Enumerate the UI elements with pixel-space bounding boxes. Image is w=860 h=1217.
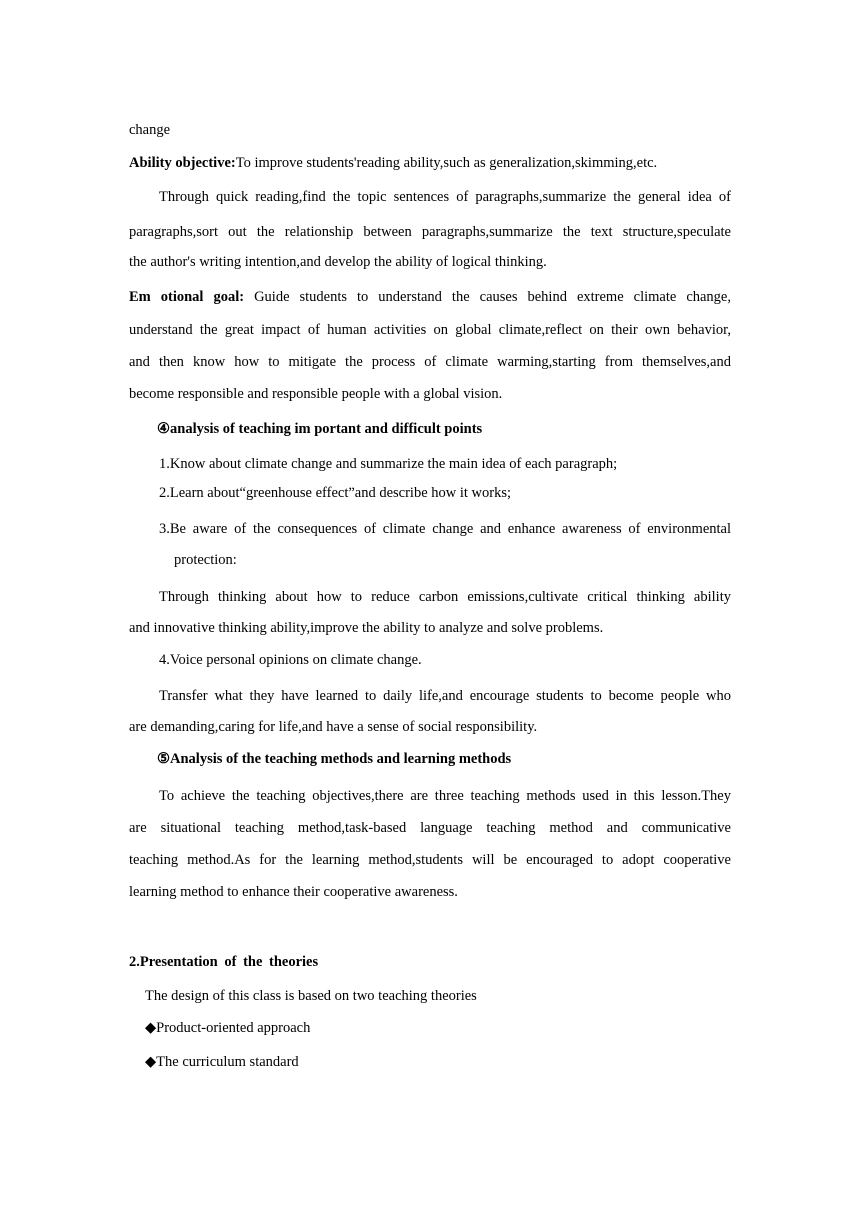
- text-line: and innovative thinking ability,improve the ability to analyze and solve problems.: [129, 620, 604, 636]
- bullet-item: ◆The curriculum standard: [145, 1054, 299, 1070]
- text-line: teaching method.As for the learning method,students will be encouraged to adopt cooperative: [129, 852, 731, 868]
- emotional-goal-label: Em otional goal:: [129, 289, 245, 305]
- text-line: To achieve the teaching objectives,there are three teaching methods used in this lesson.They: [159, 788, 731, 804]
- text-line: understand the great impact of human activities on global climate,reflect on their own behavior,: [129, 322, 731, 338]
- text-line: and then know how to mitigate the process of climate warming,starting from themselves,and: [129, 354, 731, 370]
- ability-objective-line: [129, 154, 657, 172]
- emotional-goal-line: [129, 288, 731, 306]
- text-line: learning method to enhance their cooperative awareness.: [129, 884, 458, 900]
- ability-objective-label: Ability objective:: [129, 155, 236, 171]
- section-heading: ④analysis of teaching im portant and difficult points: [157, 421, 483, 437]
- text-line: protection:: [174, 552, 237, 568]
- text-line: Transfer what they have learned to daily life,and encourage students to become people who: [159, 688, 731, 704]
- section-heading: 2.Presentation of the theories: [129, 954, 319, 970]
- text-line: are demanding,caring for life,and have a sense of social responsibility.: [129, 719, 538, 735]
- section-heading: ⑤Analysis of the teaching methods and learning methods: [157, 751, 512, 767]
- ability-objective-text: To improve students'reading ability,such as generalization,skimming,etc.: [235, 155, 658, 171]
- text-line: paragraphs,sort out the relationship between paragraphs,summarize the text structure,speculate: [129, 224, 731, 240]
- emotional-goal-text: Guide students to understand the causes behind extreme climate change,: [254, 289, 731, 305]
- text-line: become responsible and responsible people with a global vision.: [129, 386, 503, 402]
- text-line: are situational teaching method,task-based language teaching method and communicative: [129, 820, 731, 836]
- list-item: 1.Know about climate change and summarize the main idea of each paragraph;: [159, 456, 618, 472]
- list-item: 2.Learn about“greenhouse effect”and describe how it works;: [159, 485, 512, 501]
- list-item: 3.Be aware of the consequences of climate change and enhance awareness of environmental: [159, 521, 731, 537]
- text-line: the author's writing intention,and develop the ability of logical thinking.: [129, 254, 547, 270]
- text-line: Through thinking about how to reduce carbon emissions,cultivate critical thinking ability: [159, 589, 731, 605]
- text-line: Through quick reading,find the topic sentences of paragraphs,summarize the general idea of: [159, 189, 731, 205]
- bullet-item: ◆Product-oriented approach: [145, 1020, 311, 1036]
- text-line: change: [129, 122, 171, 138]
- list-item: 4.Voice personal opinions on climate change.: [159, 652, 422, 668]
- text-line: The design of this class is based on two teaching theories: [145, 988, 477, 1004]
